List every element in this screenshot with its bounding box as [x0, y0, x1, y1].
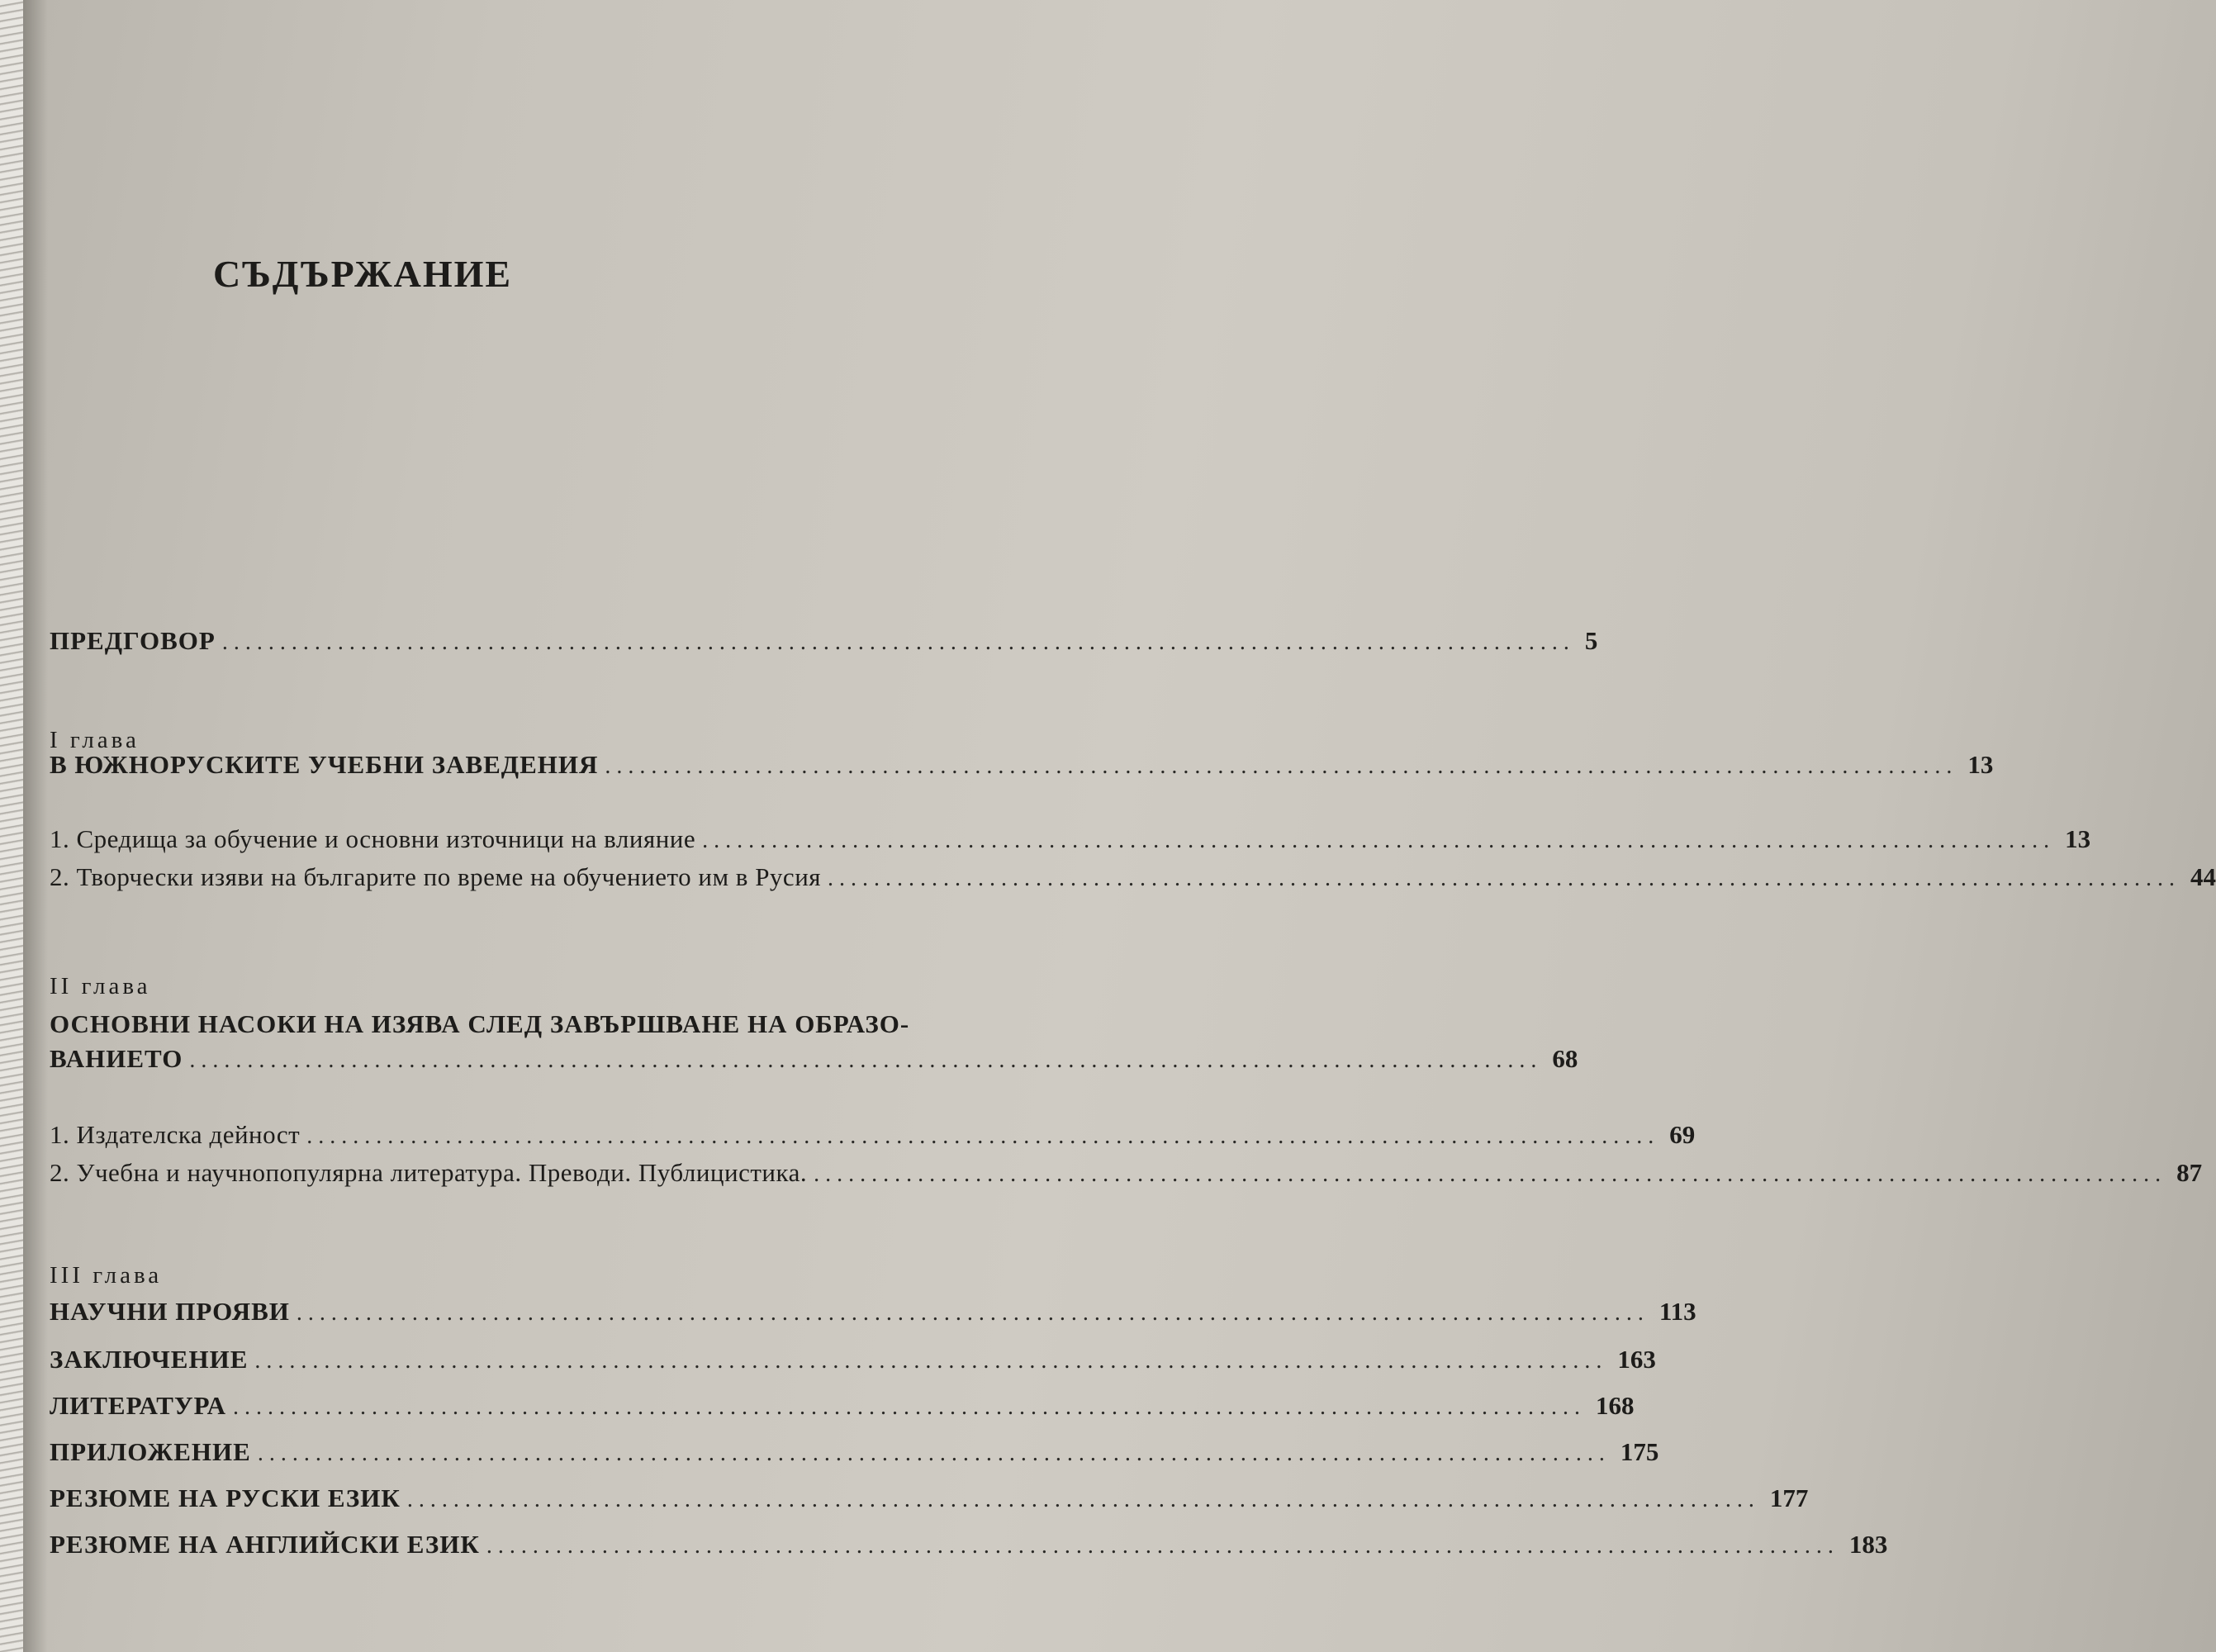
- toc-entry-label: 2. Творчески изяви на българите по време на обучението им в Русия: [50, 862, 822, 891]
- leader-dots: .....................................................................................................................: [306, 1123, 1660, 1149]
- chapter-heading: II глава: [50, 973, 151, 999]
- book-spine: [0, 0, 23, 1652]
- toc-entry-label: ЛИТЕРАТУРА: [50, 1391, 226, 1420]
- toc-entry-section: [50, 1158, 2203, 1188]
- toc-entry-section: [50, 1120, 1696, 1150]
- toc-entry-label: 1. Средища за обучение и основни източници на влияние: [50, 824, 696, 853]
- leader-dots: .....................................................................................................................: [406, 1487, 1760, 1512]
- toc-entry-page: 175: [1620, 1437, 1659, 1466]
- toc-entry-section: [50, 824, 2091, 854]
- toc-entry-page: 68: [1552, 1044, 1578, 1073]
- toc-entry-page: 87: [2176, 1158, 2203, 1187]
- toc-entry-label: 2. Учебна и научнопопулярна литература. Преводи. Публицистика.: [50, 1158, 808, 1187]
- toc-entry-literature: [50, 1391, 1635, 1421]
- toc-entry-chapter3: [50, 1297, 1696, 1327]
- page-title: СЪДЪРЖАНИЕ: [213, 253, 513, 295]
- toc-entry-conclusion: [50, 1345, 1656, 1374]
- toc-entry-page: 5: [1584, 626, 1598, 655]
- toc-entry-page: 113: [1658, 1297, 1696, 1326]
- toc-entry-preface: [50, 626, 1598, 656]
- toc-entry-page: 163: [1617, 1345, 1656, 1374]
- toc-entry-page: 13: [2065, 824, 2091, 853]
- toc-entry-chapter2: [50, 1044, 1578, 1074]
- leader-dots: .....................................................................................................................: [296, 1300, 1649, 1326]
- toc-entry-label: ЗАКЛЮЧЕНИЕ: [50, 1345, 249, 1374]
- toc-entry-label: В ЮЖНОРУСКИТЕ УЧЕБНИ ЗАВЕДЕНИЯ: [50, 750, 599, 779]
- leader-dots: .....................................................................................................................: [702, 828, 2056, 853]
- leader-dots: .....................................................................................................................: [814, 1161, 2167, 1187]
- toc-entry-page: 183: [1848, 1530, 1888, 1559]
- toc-entry-label: ПРЕДГОВОР: [50, 626, 216, 655]
- toc-entry-section: [50, 862, 2216, 892]
- leader-dots: .....................................................................................................................: [189, 1047, 1543, 1073]
- leader-dots: .....................................................................................................................: [257, 1441, 1611, 1466]
- toc-entry-label: 1. Издателска дейност: [50, 1120, 301, 1149]
- chapter-title-line: ОСНОВНИ НАСОКИ НА ИЗЯВА СЛЕД ЗАВЪРШВАНЕ НА ОБРАЗО-: [50, 1009, 910, 1038]
- toc-entry-chapter1: [50, 750, 1994, 780]
- toc-entry-summary-russian: [50, 1483, 1809, 1513]
- leader-dots: .....................................................................................................................: [828, 866, 2181, 891]
- leader-dots: .....................................................................................................................: [232, 1394, 1586, 1420]
- toc-entry-label: НАУЧНИ ПРОЯВИ: [50, 1297, 290, 1326]
- toc-entry-page: 177: [1769, 1483, 1809, 1512]
- toc-entry-page: 44: [2190, 862, 2216, 891]
- leader-dots: .....................................................................................................................: [254, 1348, 1608, 1374]
- chapter-heading: III глава: [50, 1262, 163, 1289]
- toc-entry-label: ПРИЛОЖЕНИЕ: [50, 1437, 251, 1466]
- toc-entry-page: 168: [1595, 1391, 1635, 1420]
- toc-entry-page: 13: [1967, 750, 1994, 779]
- toc-entry-label: ВАНИЕТО: [50, 1044, 183, 1073]
- leader-dots: .....................................................................................................................: [605, 753, 1958, 779]
- chapter-heading: I глава: [50, 727, 140, 753]
- toc-entry-label: РЕЗЮМЕ НА АНГЛИЙСКИ ЕЗИК: [50, 1530, 480, 1559]
- gutter-shadow: [23, 0, 48, 1652]
- toc-entry-summary-english: [50, 1530, 1888, 1559]
- toc-entry-appendix: [50, 1437, 1659, 1467]
- toc-entry-label: РЕЗЮМЕ НА РУСКИ ЕЗИК: [50, 1483, 401, 1512]
- leader-dots: .....................................................................................................................: [221, 629, 1575, 655]
- toc-entry-page: 69: [1669, 1120, 1696, 1149]
- leader-dots: .....................................................................................................................: [486, 1533, 1839, 1559]
